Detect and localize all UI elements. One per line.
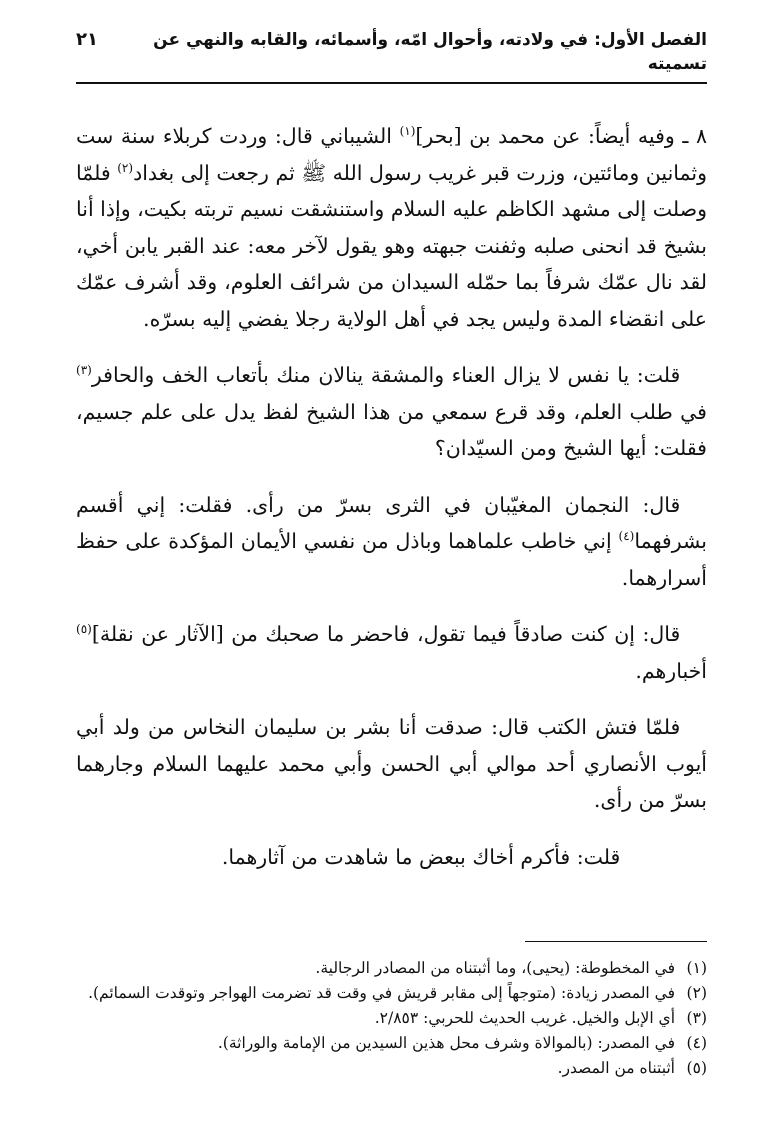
- footnote-text: أثبتناه من المصدر.: [557, 1059, 675, 1077]
- text-run: فلمّا وصلت إلى مشهد الكاظم عليه السلام واستنشقت نسيم تربته بكيت، وإذا أنا بشيخ قد انحنى صلبه وثفنت جبهته وهو يقول لآخر معه: عند القبر يابن أخي، لقد نال عمّك شرفاً بما حمّله السيدان من شرائف العلوم، وقد أشرف عمّك على انقضاء المدة وليس يجد في أهل الولاية رجلا يفضي إليه بسرّه.: [76, 160, 707, 331]
- footnote-item: [76, 981, 707, 1006]
- paragraph-6: [76, 839, 707, 876]
- text-run: قلت: فأكرم أخاك ببعض ما شاهدت من آثارهما.: [221, 844, 621, 869]
- footnote-number: (٥): [686, 1059, 707, 1077]
- main-text: [76, 118, 707, 875]
- footnote-number: (٤): [686, 1034, 707, 1052]
- paragraph-2: [76, 357, 707, 467]
- paragraph-3: [76, 487, 707, 597]
- footnote-item: [76, 1031, 707, 1056]
- footnote-number: (٢): [686, 984, 707, 1002]
- text-run: قال: النجمان المغيّبان في الثرى بسرّ من رأى. فقلت: إني أقسم بشرفهما: [76, 492, 707, 553]
- footnote-item: [76, 956, 707, 981]
- footnote-number: (١): [686, 959, 707, 977]
- text-run: قلت: يا نفس لا يزال العناء والمشقة ينالان منك بأتعاب الخف والحافر: [91, 363, 681, 387]
- footnote-item: [76, 1006, 707, 1031]
- paragraph-5: [76, 709, 707, 819]
- page-number: ٢١: [76, 29, 98, 50]
- footnote-ref: (٤): [618, 529, 635, 544]
- footnote-text: في المصدر زيادة: (متوجهاً إلى مقابر قريش في وقت قد تضرمت الهواجر وتوقدت السمائم).: [88, 984, 675, 1002]
- footnote-ref: (١): [399, 124, 416, 139]
- chapter-title: الفصل الأول: في ولادته، وأحوال امّه، وأسمائه، والقابه والنهي عن تسميته: [153, 30, 707, 74]
- footnote-ref: (٢): [117, 160, 134, 175]
- text-run: أخبارهم.: [635, 658, 707, 683]
- footnote-text: في المخطوطة: (يحيى)، وما أثبتناه من المصادر الرجالية.: [315, 959, 675, 977]
- text-run: ٨ ـ وفيه أيضاً: عن محمد بن [بحر]: [415, 124, 707, 148]
- footnote-number: (٣): [686, 1009, 707, 1027]
- footnote-item: [76, 1056, 707, 1081]
- paragraph-1: [76, 118, 707, 337]
- text-run: الشيباني قال: وردت كربلاء سنة ست وثمانين ومائتين، وزرت قبر غريب رسول الله ﷺ ثم رجعت إلى بغداد: [76, 124, 707, 185]
- footnote-text: في المصدر: (بالموالاة وشرف محل هذين السيدين من الإمامة والوراثة).: [217, 1034, 675, 1052]
- footnote-ref: (٥): [76, 622, 92, 637]
- footnote-divider: [525, 941, 707, 942]
- paragraph-4: [76, 616, 707, 689]
- text-run: قال: إن كنت صادقاً فيما تقول، فاحضر ما صحبك من [الآثار عن نقلة]: [91, 622, 681, 646]
- text-run: فلمّا فتش الكتب قال: صدقت أنا بشر بن سليمان النخاس من ولد أبي أيوب الأنصاري أحد موالي أبي الحسن وأبي محمد عليهما السلام وجارهما بسرّ من رأى.: [76, 715, 707, 812]
- text-run: في طلب العلم، وقد قرع سمعي من هذا الشيخ لفظ يدل على علم جسيم، فقلت: أيها الشيخ ومن السيّدان؟: [76, 399, 707, 460]
- footnote-text: أي الإبل والخيل. غريب الحديث للحربي: ٢/٨٥٣.: [374, 1009, 675, 1027]
- footnote-ref: (٣): [76, 363, 92, 378]
- running-header: [76, 28, 707, 84]
- footnotes: [76, 956, 707, 1081]
- text-run: إني خاطب علماهما وباذل من نفسي الأيمان المؤكدة على حفظ أسرارهما.: [76, 529, 707, 590]
